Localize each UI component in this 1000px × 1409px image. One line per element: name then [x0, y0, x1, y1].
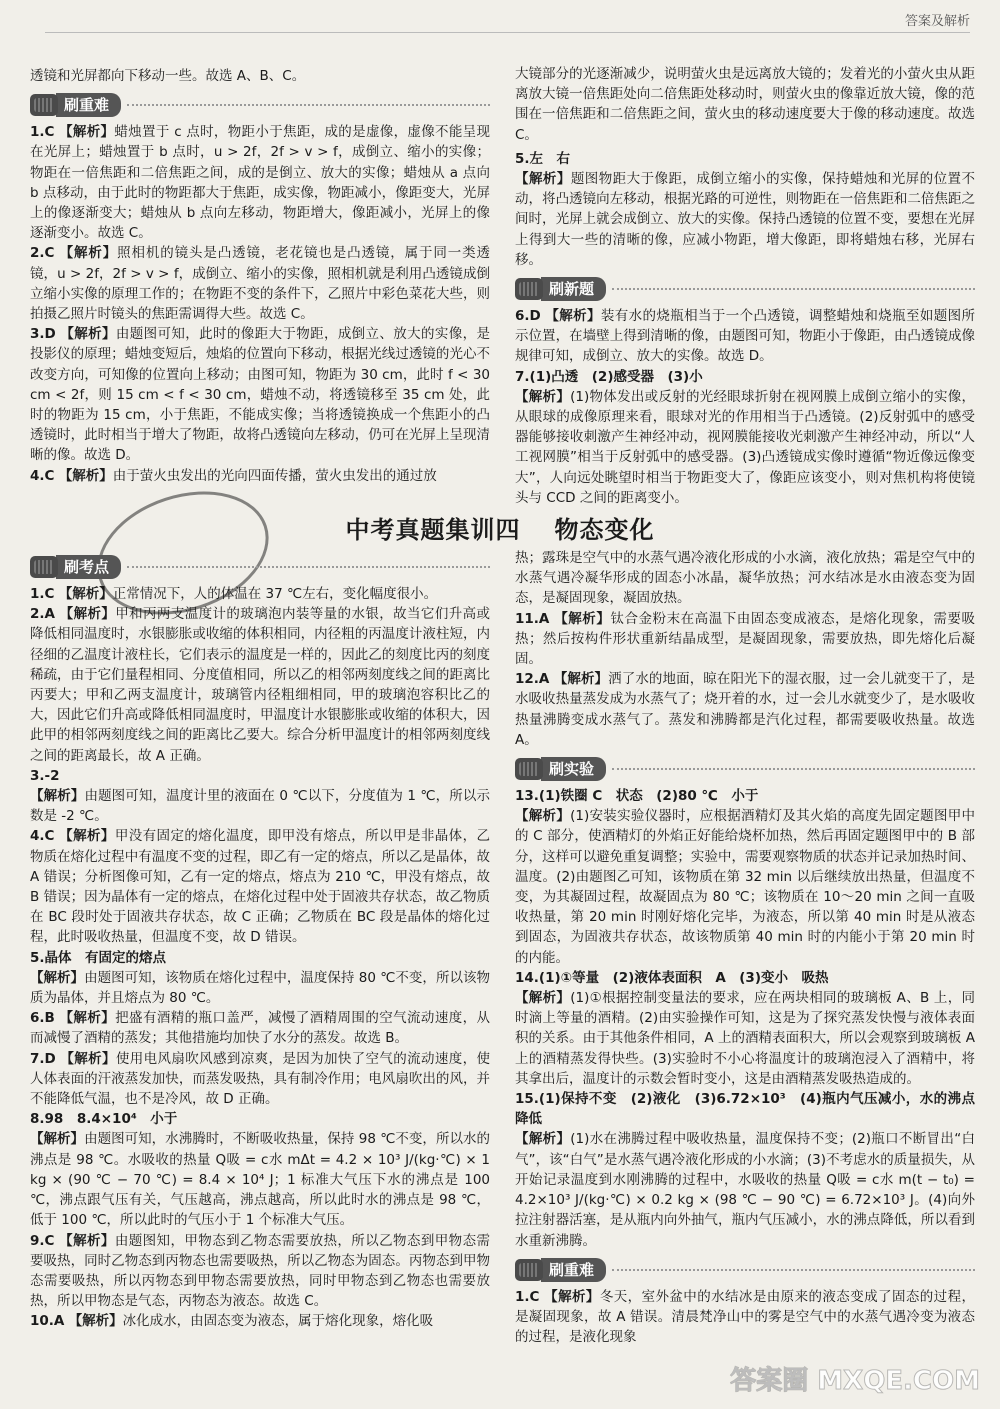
- answer-item: 5.晶体 有固定的熔点: [30, 949, 167, 966]
- answer-item: 1.C 【解析】冬天，室外盆中的水结冰是由原来的液态变成了固态的过程，是凝固现象，故 A 错误。清晨梵净山中的雾是空气中的水蒸气遇冷变为液态的过程，是液化现象: [515, 1288, 976, 1346]
- answer-item: 3.D 【解析】由题图可知，此时的像距大于物距，成倒立、放大的实像，是投影仪的原理；蜡烛变短后，烛焰的位置向下移动，根据光线过透镜的光心不改变方向，可知像的位置向上移动；由图可知，物距为 30 cm，此时 f < 30 cm < 2f，则 15 cm < f < 30 cm，蜡烛不动，将透镜移至 35 cm 处，此时的物距为 15 cm，小于焦距，不能成实像；当将透镜换成一个焦距小的凸透镜时，此时相当于增大了物距，故将凸透镜向左移动，仍可在光屏上呈现清晰的像。故选 D。: [30, 326, 491, 464]
- banner-label: 刷实验: [541, 757, 606, 781]
- tv-icon: [515, 1259, 543, 1281]
- tv-icon: [30, 556, 58, 578]
- answer-item: 1.C 【解析】蜡烛置于 c 点时，物距小于焦距，成的是虚像，虚像不能呈现在光屏上；蜡烛置于 b 点时，u > 2f，2f > v > f，成倒立、缩小的实像；物距在一倍焦距和二倍焦距之间，成的是倒立、放大的实像；蜡烛从 a 点向 b 点移动，由于此时的物距都大于焦距，成实像，物距减小，像距变大，光屏上的像逐渐变大；蜡烛从 b 点向左移动，物距增大，像距减小，光屏上的像逐渐变小。故选 C。: [30, 124, 490, 242]
- answer-item: 2.A 【解析】甲和丙两支温度计的玻璃泡内装等量的水银，故当它们升高或降低相同温度时，水银膨胀或收缩的体积相同，内径粗的丙温度计液柱短，内径细的乙温度计液柱长，它们表示的温度是一样的，因此乙的刻度比丙的刻度稀疏，由于它们量程相同、分度值相同，所以乙的相邻两刻度线之间的距离比丙要大；甲和乙两支温度计，玻璃管内径粗细相同，甲的玻璃泡容积比乙的大，因此它们升高或降低相同温度时，甲温度计水银膨胀或收缩的体积大，因此甲的相邻两刻度线之间的距离比乙要大。综合分析甲温度计的相邻两刻度线之间的距离最长，故 A 正确。: [30, 606, 490, 764]
- right-top-intro: 大镜部分的光逐渐减少，说明萤火虫是远离放大镜的；发着光的小萤火虫从距离放大镜一倍焦距处向二倍焦距处移动时，则萤火虫的像靠近放大镜，像的范围在一倍焦距和二倍焦距之间，萤火虫的移动速度要大于像的移动速度。故选 C。: [515, 66, 975, 143]
- tv-icon: [515, 278, 543, 300]
- answer-item: 【解析】题图物距大于像距，成倒立缩小的实像，保持蜡烛和光屏的位置不动，将凸透镜向左移动，根据光路的可逆性，则物距在一倍焦距和二倍焦距之间时，光屏上就会成倒立、放大的实像。保持凸透镜的位置不变，要想在光屏上得到大一些的清晰的像，应减小物距，增大像距，即将蜡烛右移，光屏右移。: [515, 171, 975, 268]
- answer-item: 13.(1)铁圈 C 状态 (2)80 ℃ 小于: [515, 788, 759, 805]
- banner-divider: [612, 768, 975, 770]
- left-top-items: [30, 122, 490, 486]
- banner-label: 刷新题: [541, 277, 606, 301]
- answer-item: 5.左 右: [515, 150, 571, 167]
- answer-item: 6.B 【解析】把盛有酒精的瓶口盖严，减慢了酒精周围的空气流动速度，从而减慢了酒精的蒸发；其他措施均加快了水分的蒸发。故选 B。: [30, 1010, 491, 1047]
- answer-item: 【解析】由题图可知，水沸腾时，不断吸收热量，保持 98 ℃不变，所以水的沸点是 98 ℃。水吸收的热量 Q吸 = c水 mΔt = 4.2 × 10³ J/(kg·℃) × 1 kg × (90 ℃ − 70 ℃) = 8.4 × 10⁴ J；1 标准大气压下水的沸点是 100 ℃，沸点跟气压有关，气压越高，沸点越高，所以此时水的沸点是 98 ℃，低于 100 ℃，所以此时的气压小于 1 个标准大气压。: [30, 1131, 491, 1229]
- chapter-title: 中考真题集训四 物态变化: [345, 516, 655, 544]
- banner-divider: [612, 1269, 975, 1271]
- left-bottom-column: [30, 548, 490, 1332]
- answer-item: 7.D 【解析】使用电风扇吹风感到凉爽，是因为加快了空气的流动速度，使人体表面的汗液蒸发加快，而蒸发吸热，具有制冷作用；电风扇吹出的风，并不能降低气温，也不是冷风，故 D 正确。: [30, 1050, 491, 1108]
- site-watermark: 答案圈 MXQE.COM: [730, 1366, 980, 1396]
- banner-kaodian: [30, 554, 490, 580]
- right-top-column: [515, 64, 975, 508]
- answer-item: 【解析】由题图可知，该物质在熔化过程中，温度保持 80 ℃不变，所以该物质为晶体，并且熔点为 80 ℃。: [30, 969, 491, 1007]
- answer-item: 【解析】(1)水在沸腾过程中吸收热量，温度保持不变；(2)瓶口不断冒出“白气”，该“白气”是水蒸气遇冷液化形成的小水滴；(3)不考虑水的质量损失，从开始记录温度到水刚沸腾的过程中，水吸收的热量 Q吸 = c水 m(t − t₀) = 4.2×10³ J/(kg·℃) × 0.2 kg × (98 ℃ − 90 ℃) = 6.72×10³ J。(4)向外拉注射器活塞，是从瓶内向外抽气，瓶内气压减小，水的沸点降低，所以看到水重新沸腾。: [515, 1131, 975, 1249]
- answer-item: 【解析】(1)安装实验仪器时，应根据酒精灯及其火焰的高度先固定题图甲中的 C 部分，使酒精灯的外焰正好能给烧杯加热，然后再固定题图甲中的 B 部分，这样可以避免重复调整；实验中，需要观察物质的状态并记录加热时间、温度。(2)由题图乙可知，该物质在第 32 min 以后继续放出热量，但温度不变，为其凝固过程，故凝固点为 80 ℃；该物质在 10～20 min 之间一直吸收热量，第 20 min 时刚好熔化完毕，为液态，所以第 40 min 时是从液态到固态，为固液共存状态，故该物质第 40 min 时的内能小于第 20 min 时的内能。: [515, 808, 975, 966]
- answer-item: 8.98 8.4×10⁴ 小于: [30, 1111, 178, 1128]
- right-bottom-intro: 热；露珠是空气中的水蒸气遇冷液化形成的小水滴，液化放热；霜是空气中的水蒸气遇冷凝华形成的固态小冰晶，凝华放热；河水结冰是水由液态变为固态，是凝固现象，凝固放热。: [515, 550, 975, 607]
- banner-label: 刷考点: [56, 555, 121, 579]
- banner-zhongnan-1: [30, 92, 490, 118]
- banner-label: 刷重难: [541, 1258, 606, 1282]
- answer-item: 4.C 【解析】由于萤火虫发出的光向四面传播，萤火虫发出的通过放: [30, 467, 437, 484]
- answer-item: 10.A 【解析】冰化成水，由固态变为液态，属于熔化现象，熔化吸: [30, 1313, 434, 1330]
- banner-shiyan: [515, 756, 975, 782]
- tv-icon: [515, 758, 543, 780]
- answer-item: 【解析】由题图可知，温度计里的液面在 0 ℃以下，分度值为 1 ℃，所以示数是 -2 ℃。: [30, 788, 490, 825]
- tv-icon: [30, 94, 58, 116]
- answer-item: 7.(1)凸透 (2)感受器 (3)小: [515, 368, 703, 385]
- banner-divider: [612, 288, 975, 290]
- banner-divider: [127, 104, 490, 106]
- page-header: 答案及解析: [905, 10, 970, 29]
- answer-item: 4.C 【解析】甲没有固定的熔化温度，即甲没有熔点，所以甲是非晶体，乙物质在熔化过程中有温度不变的过程，即乙有一定的熔点，所以乙是晶体，故 A 错误；分析图像可知，乙有一定的熔点，熔点为 210 ℃，甲没有熔点，故 B 错误；因为晶体有一定的熔点，在熔化过程中处于固液共存状态，故乙物质在 BC 段时处于固液共存状态，故 C 正确；乙物质在 BC 段是晶体的熔化过程，此时吸收热量，但温度不变，故 D 错误。: [30, 828, 491, 946]
- answer-item: 6.D 【解析】装有水的烧瓶相当于一个凸透镜，调整蜡烛和烧瓶至如题图所示位置，在墙壁上得到清晰的像，由题图可知，物距小于像距，由凸透镜成像规律可知，成倒立、放大的实像。故选 D。: [515, 308, 976, 365]
- answer-item: 3.-2: [30, 767, 60, 784]
- answer-item: 14.(1)①等量 (2)液体表面积 A (3)变小 吸热: [515, 969, 829, 986]
- left-top-intro: 透镜和光屏都向下移动一些。故选 A、B、C。: [30, 68, 306, 84]
- answer-item: 11.A 【解析】钛合金粉末在高温下由固态变成液态，是熔化现象，需要吸热；然后按构件形状重新结晶成型，是凝固现象，需要放热，即先熔化后凝固。: [515, 610, 976, 668]
- left-top-column: [30, 66, 490, 486]
- answer-item: 2.C 【解析】照相机的镜头是凸透镜，老花镜也是凸透镜，属于同一类透镜，u > 2f，2f > v > f，成倒立、缩小的实像，照相机就是利用凸透镜成倒立缩小实像的原理工作的；在物距不变的条件下，乙照片中彩色菜花大些，则拍摄乙照片时镜头的焦距需调得大些。故选 C。: [30, 245, 490, 323]
- left-bottom-items: [30, 584, 490, 1332]
- banner-zhongnan-2: [515, 1257, 975, 1283]
- answer-item: 1.C 【解析】正常情况下，人的体温在 37 ℃左右，变化幅度很小。: [30, 586, 438, 602]
- answer-item: 12.A 【解析】洒了水的地面，晾在阳光下的湿衣服，过一会儿就变干了，是水吸收热量蒸发成为水蒸气了；烧开着的水，过一会儿水就变少了，是水吸收热量沸腾变成水蒸气了。蒸发和沸腾都是汽化过程，都需要吸收热量。故选 A。: [515, 671, 976, 748]
- banner-label: 刷重难: [56, 93, 121, 117]
- banner-xinti: [515, 276, 975, 302]
- answer-item: 15.(1)保持不变 (2)液化 (3)6.72×10³ (4)瓶内气压减小，水的沸点降低: [515, 1091, 975, 1128]
- banner-divider: [127, 566, 490, 568]
- answer-item: 9.C 【解析】由题图知，甲物态到乙物态需要放热，所以乙物态到甲物态需要吸热，同时乙物态到丙物态也需要吸热，所以乙物态为固态。丙物态到甲物态需要吸热，所以丙物态到甲物态需要放热，同时甲物态到乙物态也需要放热，所以甲物态是气态，丙物态为液态。故选 C。: [30, 1232, 491, 1310]
- answer-item: 【解析】(1)物体发出或反射的光经眼球折射在视网膜上成倒立缩小的实像，从眼球的成像原理来看，眼球对光的作用相当于凸透镜。(2)反射弧中的感受器能够接收刺激产生神经冲动，视网膜能接收光刺激产生神经冲动，所以“人工视网膜”相当于反射弧中的感受器。(3)凸透镜成实像时遵循“物近像远像变大”，人向远处眺望时相当于物距变大了，像距应该变小，则对焦机构将使镜头与 CCD 之间的距离变小。: [515, 388, 975, 506]
- answer-item: 【解析】(1)①根据控制变量法的要求，应在两块相同的玻璃板 A、B 上，同时滴上等量的酒精。(2)由实验操作可知，这是为了探究蒸发快慢与液体表面积的关系。由于其他条件相同，A 上的酒精表面积大，所以会观察到玻璃板 A 上的酒精蒸发得快些。(3)实验时不小心将温度计的玻璃泡浸入了酒精中，将其拿出后，温度计的示数会暂时变小，这是由酒精蒸发吸热造成的。: [515, 990, 976, 1087]
- right-bottom-column: [515, 548, 975, 1347]
